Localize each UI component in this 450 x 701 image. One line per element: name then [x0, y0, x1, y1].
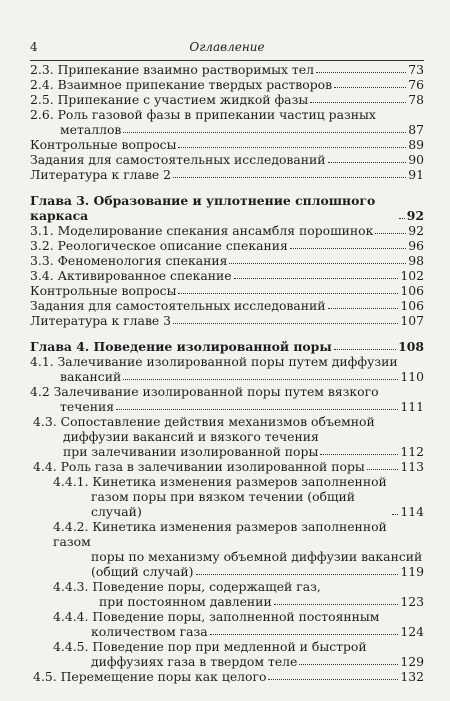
toc-leader-dots: [320, 454, 398, 455]
toc-entry-text: 4.5. Перемещение поры как целого: [33, 669, 267, 684]
toc-page-number: 89: [408, 137, 424, 152]
toc-entry-line: [30, 137, 424, 152]
toc-entry-line: [30, 122, 424, 137]
toc-entry-text: вакансий: [60, 369, 122, 384]
toc-entry-line: [30, 594, 424, 609]
toc-leader-dots: [375, 233, 406, 234]
toc-page-number: 107: [400, 313, 424, 328]
toc-leader-dots: [234, 278, 399, 279]
toc-entry-text: (общий случай): [91, 564, 194, 579]
toc-page-number: 78: [408, 92, 424, 107]
toc-page-number: 96: [408, 238, 424, 253]
toc-leader-dots: [334, 87, 406, 88]
chapter-gap: [30, 182, 424, 193]
toc-page-number: 92: [406, 208, 424, 223]
toc-entry-text: Литература к главе 3: [30, 313, 172, 328]
toc-entry-line: [30, 268, 424, 283]
toc-page-number: 124: [400, 624, 424, 639]
toc-page-number: 110: [400, 369, 424, 384]
page-number: 4: [30, 40, 38, 54]
toc-leader-dots: [178, 293, 398, 294]
toc-leader-dots: [399, 218, 405, 219]
toc-entry-text: 4.2 Залечивание изолированной поры путем вязкого: [30, 384, 379, 399]
toc-entry-line: [30, 429, 424, 444]
toc-entry-line: [30, 414, 424, 429]
toc-entry-line: [30, 369, 424, 384]
toc-entry-line: [30, 354, 424, 369]
toc-entry-text: при постоянном давлении: [99, 594, 272, 609]
toc-entry-line: [30, 549, 424, 564]
toc-entry-text: поры по механизму объемной диффузии вакансий: [91, 549, 423, 564]
toc-entry-line: [30, 579, 424, 594]
toc-entry-text: 4.1. Залечивание изолированной поры путем диффузии: [30, 354, 398, 369]
toc-entry-line: [30, 459, 424, 474]
toc-entry-line: [30, 92, 424, 107]
toc-page-number: 87: [408, 122, 424, 137]
toc-entry-line: [30, 399, 424, 414]
page-header: [30, 40, 424, 58]
toc-entry-line: [30, 489, 424, 519]
toc-entry-line: [30, 298, 424, 313]
toc-entry-text: Задания для самостоятельных исследований: [30, 298, 326, 313]
toc-entry-text: Глава 4. Поведение изолированной поры: [30, 339, 332, 354]
toc-entry-text: диффузиях газа в твердом теле: [91, 654, 298, 669]
toc-leader-dots: [268, 679, 398, 680]
toc-entry-line: [30, 444, 424, 459]
toc-page-number: 98: [408, 253, 424, 268]
toc-leader-dots: [229, 263, 406, 264]
toc-page-number: 102: [400, 268, 424, 283]
toc-page-number: 132: [400, 669, 424, 684]
header-rule: [30, 60, 424, 61]
toc-leader-dots: [328, 308, 399, 309]
toc-entry-line: [30, 107, 424, 122]
toc-page-number: 108: [398, 339, 424, 354]
toc-entry-text: металлов: [60, 122, 122, 137]
table-of-contents: [30, 62, 424, 684]
toc-entry-text: диффузии вакансий и вязкого течения: [63, 429, 319, 444]
toc-entry-line: [30, 62, 424, 77]
toc-page-number: 119: [400, 564, 424, 579]
toc-entry-line: [30, 253, 424, 268]
toc-leader-dots: [392, 514, 398, 515]
toc-entry-line: [30, 238, 424, 253]
toc-leader-dots: [299, 664, 398, 665]
toc-leader-dots: [334, 349, 396, 350]
toc-entry-text: 3.1. Моделирование спекания ансамбля порошинок: [30, 223, 374, 238]
toc-entry-text: Литература к главе 2: [30, 167, 172, 182]
chapter-gap: [30, 328, 424, 339]
toc-entry-text: 4.4.2. Кинетика изменения размеров заполненной газом: [53, 519, 387, 549]
toc-page-number: 106: [400, 283, 424, 298]
toc-entry-text: Задания для самостоятельных исследований: [30, 152, 326, 167]
toc-page-number: 90: [408, 152, 424, 167]
toc-entry-text: течения: [60, 399, 115, 414]
toc-chapter-line: [30, 193, 424, 223]
toc-entry-text: 4.4.1. Кинетика изменения размеров заполненной: [53, 474, 387, 489]
toc-leader-dots: [210, 634, 399, 635]
toc-leader-dots: [123, 379, 398, 380]
toc-page-number: 92: [408, 223, 424, 238]
toc-entry-text: 4.4. Роль газа в залечивании изолированной поры: [33, 459, 365, 474]
toc-entry-text: Контрольные вопросы: [30, 283, 177, 298]
toc-chapter-line: [30, 339, 424, 354]
toc-page-number: 111: [400, 399, 424, 414]
toc-leader-dots: [290, 248, 406, 249]
toc-page-number: 113: [400, 459, 424, 474]
toc-entry-line: [30, 564, 424, 579]
toc-page-number: 106: [400, 298, 424, 313]
toc-page-number: 91: [408, 167, 424, 182]
toc-entry-line: [30, 313, 424, 328]
toc-entry-line: [30, 609, 424, 624]
toc-entry-line: [30, 624, 424, 639]
toc-entry-line: [30, 152, 424, 167]
toc-page-number: 112: [400, 444, 424, 459]
toc-entry-line: [30, 77, 424, 92]
toc-leader-dots: [173, 323, 398, 324]
toc-entry-text: 3.4. Активированное спекание: [30, 268, 232, 283]
toc-entry-text: Глава 3. Образование и уплотнение сплошного каркаса: [30, 193, 376, 223]
toc-entry-text: 3.3. Феноменология спекания: [30, 253, 228, 268]
toc-entry-line: [30, 474, 424, 489]
toc-entry-line: [30, 639, 424, 654]
toc-leader-dots: [196, 574, 399, 575]
toc-leader-dots: [123, 132, 406, 133]
running-title: Оглавление: [189, 40, 265, 54]
toc-leader-dots: [367, 469, 399, 470]
toc-entry-line: [30, 669, 424, 684]
toc-leader-dots: [116, 409, 398, 410]
toc-entry-text: 4.4.3. Поведение поры, содержащей газ,: [53, 579, 321, 594]
toc-entry-line: [30, 384, 424, 399]
toc-entry-text: 2.5. Припекание с участием жидкой фазы: [30, 92, 309, 107]
toc-leader-dots: [316, 72, 406, 73]
toc-entry-text: 2.6. Роль газовой фазы в припекании частиц разных: [30, 107, 376, 122]
toc-entry-text: при залечивании изолированной поры: [63, 444, 319, 459]
toc-leader-dots: [328, 162, 407, 163]
toc-page-number: 76: [408, 77, 424, 92]
toc-entry-line: [30, 654, 424, 669]
toc-entry-text: газом поры при вязком течении (общий случай): [91, 489, 356, 519]
toc-entry-text: количеством газа: [91, 624, 208, 639]
toc-page-number: 123: [400, 594, 424, 609]
toc-entry-text: 3.2. Реологическое описание спекания: [30, 238, 288, 253]
toc-leader-dots: [178, 147, 406, 148]
toc-page-number: 129: [400, 654, 424, 669]
toc-entry-text: 4.4.5. Поведение пор при медленной и быстрой: [53, 639, 367, 654]
toc-entry-text: 4.3. Сопоставление действия механизмов объемной: [33, 414, 375, 429]
toc-leader-dots: [173, 177, 406, 178]
toc-leader-dots: [274, 604, 399, 605]
toc-page-number: 114: [400, 504, 424, 519]
toc-page-number: 73: [408, 62, 424, 77]
toc-entry-text: 4.4.4. Поведение поры, заполненной постоянным: [53, 609, 380, 624]
toc-entry-line: [30, 283, 424, 298]
toc-entry-line: [30, 167, 424, 182]
toc-entry-line: [30, 223, 424, 238]
toc-entry-line: [30, 519, 424, 549]
toc-entry-text: 2.4. Взаимное припекание твердых растворов: [30, 77, 333, 92]
toc-entry-text: 2.3. Припекание взаимно растворимых тел: [30, 62, 314, 77]
toc-leader-dots: [310, 102, 406, 103]
toc-entry-text: Контрольные вопросы: [30, 137, 177, 152]
